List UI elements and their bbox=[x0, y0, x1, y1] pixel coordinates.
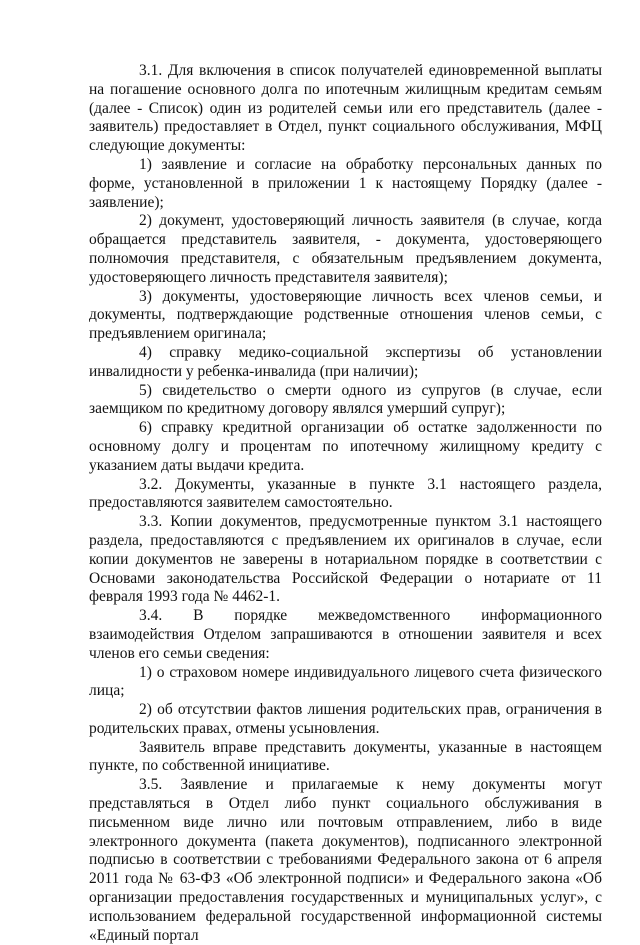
paragraph-3-1-item-6: 6) справку кредитной организации об остатке задолженности по основному долгу и процентам по ипотечному жилищному кредиту с указанием даты выдачи кредита. bbox=[89, 419, 602, 474]
paragraph-3-1-item-3: 3) документы, удостоверяющие личность всех членов семьи, и документы, подтверждающие родственные отношения членов семьи, с предъявлением оригинала; bbox=[89, 287, 602, 343]
paragraph-3-3: 3.3. Копии документов, предусмотренные пунктом 3.1 настоящего раздела, предоставляются с предъявлением их оригиналов в случае, если копии документов не заверены в нотариальном порядке в соответствии с Основами законодательства Российской Федерации о нотариате от 11 февраля 1993 года № 4462-1. bbox=[89, 513, 602, 606]
paragraph-3-1-item-5: 5) свидетельство о смерти одного из супругов (в случае, если заемщиком по кредитному договору являлся умерший супруг); bbox=[89, 381, 602, 418]
paragraph-3-1: 3.1. Для включения в список получателей единовременной выплаты на погашение основного долга по ипотечным жилищным кредитам семьям (далее - Список) один из родителей семьи или его представитель (далее - заявитель) предоставляет в Отдел, пункт социального обслуживания, МФЦ следующие документы: bbox=[89, 62, 602, 155]
paragraph-3-1-item-4: 4) справку медико-социальной экспертизы об установлении инвалидности у ребенка-инвалида (при наличии); bbox=[89, 343, 602, 380]
paragraph-3-4: 3.4. В порядке межведомственного информационного взаимодействия Отделом запрашиваются в отношении заявителя и всех членов его семьи сведения: bbox=[89, 607, 602, 662]
paragraph-3-4-item-2: 2) об отсутствии фактов лишения родительских прав, ограничения в родительских правах, отмены усыновления. bbox=[89, 701, 602, 737]
paragraph-3-1-item-1: 1) заявление и согласие на обработку персональных данных по форме, установленной в приложении 1 к настоящему Порядку (далее - заявление); bbox=[89, 155, 602, 211]
paragraph-3-4-item-1: 1) о страховом номере индивидуального лицевого счета физического лица; bbox=[89, 663, 602, 700]
paragraph-3-1-item-2: 2) документ, удостоверяющий личность заявителя (в случае, когда обращается представитель заявителя, - документа, удостоверяющего полномочия представителя, с обязательным предъявлением документа, удостоверяющего личность представителя заявителя); bbox=[89, 212, 602, 286]
paragraph-3-5: 3.5. Заявление и прилагаемые к нему документы могут представляться в Отдел либо пункт социального обслуживания в письменном виде лично или почтовым отправлением, либо в виде электронного документа (пакета документов), подписанного электронной подписью в соответствии с требованиями Федерального закона от 6 апреля 2011 года № 63-ФЗ «Об электронной подписи» и Федерального закона «Об организации предоставления государственных и муниципальных услуг», с использованием федеральной государственной информационной системы «Единый портал bbox=[89, 776, 602, 944]
paragraph-3-2: 3.2. Документы, указанные в пункте 3.1 настоящего раздела, предоставляются заявителем самостоятельно. bbox=[89, 475, 602, 512]
document-page bbox=[89, 62, 602, 945]
paragraph-3-4-note: Заявитель вправе представить документы, указанные в настоящем пункте, по собственной инициативе. bbox=[89, 738, 602, 775]
